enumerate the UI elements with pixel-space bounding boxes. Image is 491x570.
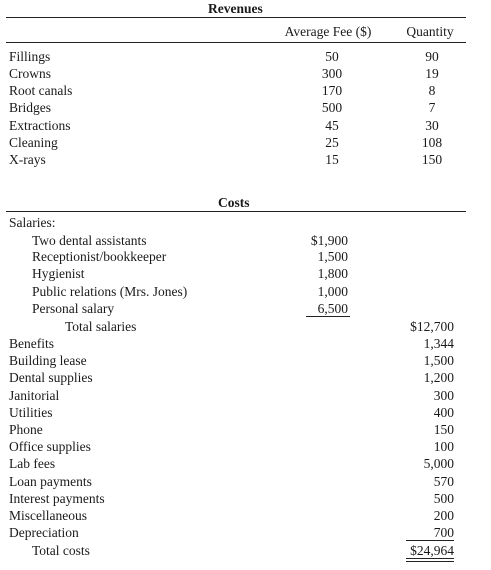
cost-item-label: Utilities [9,405,53,420]
cost-item-amount: 1,500 [423,353,454,368]
revenue-row-label: Extractions [9,118,71,133]
total-costs-amount: $24,964 [410,543,454,558]
revenue-row-fee: 15 [325,152,339,167]
cost-item-label: Phone [9,422,43,437]
cost-item-label: Office supplies [9,439,91,454]
salary-subtotal-rule [306,316,350,317]
revenue-row-label: Fillings [9,49,51,64]
total-double-rule-bottom [406,561,454,562]
total-salaries-amount: $12,700 [410,319,454,334]
revenue-row-label: Bridges [9,100,51,115]
revenues-title: Revenues [208,1,263,16]
revenue-row-label: X-rays [9,152,46,167]
revenue-row-fee: 300 [321,66,343,81]
revenue-row-qty: 108 [421,135,443,150]
salary-item-label: Two dental assistants [32,233,147,248]
salary-item-label: Receptionist/bookkeeper [32,249,167,264]
col-header-quantity: Quantity [406,24,454,39]
cost-item-label: Miscellaneous [9,508,87,523]
cost-item-label: Benefits [9,336,54,351]
revenue-row-qty: 8 [428,83,436,98]
total-salaries-label: Total salaries [65,319,137,334]
cost-item-amount: 100 [433,439,454,454]
cost-item-amount: 400 [433,405,454,420]
cost-item-amount: 200 [433,508,454,523]
revenue-row-fee: 25 [325,135,339,150]
revenue-row-fee: 170 [321,83,343,98]
revenues-top-rule [6,17,466,18]
revenue-row-qty: 30 [425,118,439,133]
salary-item-amount: 1,000 [317,284,348,299]
revenue-row-label: Crowns [9,66,52,81]
salary-item-amount: 6,500 [317,301,348,316]
salary-item-label: Public relations (Mrs. Jones) [32,284,188,299]
cost-item-amount: 700 [433,525,454,540]
cost-item-label: Dental supplies [9,370,93,385]
cost-item-amount: 1,344 [423,336,454,351]
revenue-row-qty: 19 [425,66,439,81]
col-header-average-fee: Average Fee ($) [284,24,372,39]
cost-item-amount: 150 [433,422,454,437]
salary-item-label: Personal salary [32,301,115,316]
salary-item-amount: 1,800 [317,266,348,281]
costs-top-rule [6,211,466,212]
cost-item-amount: 300 [433,388,454,403]
revenue-row-fee: 45 [325,118,339,133]
revenues-header-rule [6,42,466,43]
salary-item-amount: 1,500 [317,249,348,264]
revenue-row-qty: 7 [428,100,436,115]
cost-item-label: Janitorial [9,388,60,403]
cost-item-label: Lab fees [9,456,56,471]
cost-item-label: Loan payments [9,474,92,489]
total-double-rule-top [406,558,454,559]
cost-item-amount: 500 [433,491,454,506]
revenue-row-qty: 150 [421,152,443,167]
revenue-row-fee: 50 [325,49,339,64]
salaries-header: Salaries: [9,215,56,230]
cost-item-label: Interest payments [9,491,105,506]
cost-item-label: Building lease [9,353,87,368]
revenue-row-label: Root canals [9,83,73,98]
salary-item-label: Hygienist [32,266,85,281]
costs-subtotal-rule [406,540,454,541]
cost-item-label: Depreciation [9,525,79,540]
cost-item-amount: 5,000 [423,456,454,471]
salary-item-amount: $1,900 [310,233,348,248]
revenue-row-label: Cleaning [9,135,58,150]
cost-item-amount: 1,200 [423,370,454,385]
cost-item-amount: 570 [433,474,454,489]
total-costs-label: Total costs [32,543,90,558]
revenue-row-fee: 500 [321,100,343,115]
revenue-row-qty: 90 [425,49,439,64]
costs-title: Costs [218,195,250,210]
